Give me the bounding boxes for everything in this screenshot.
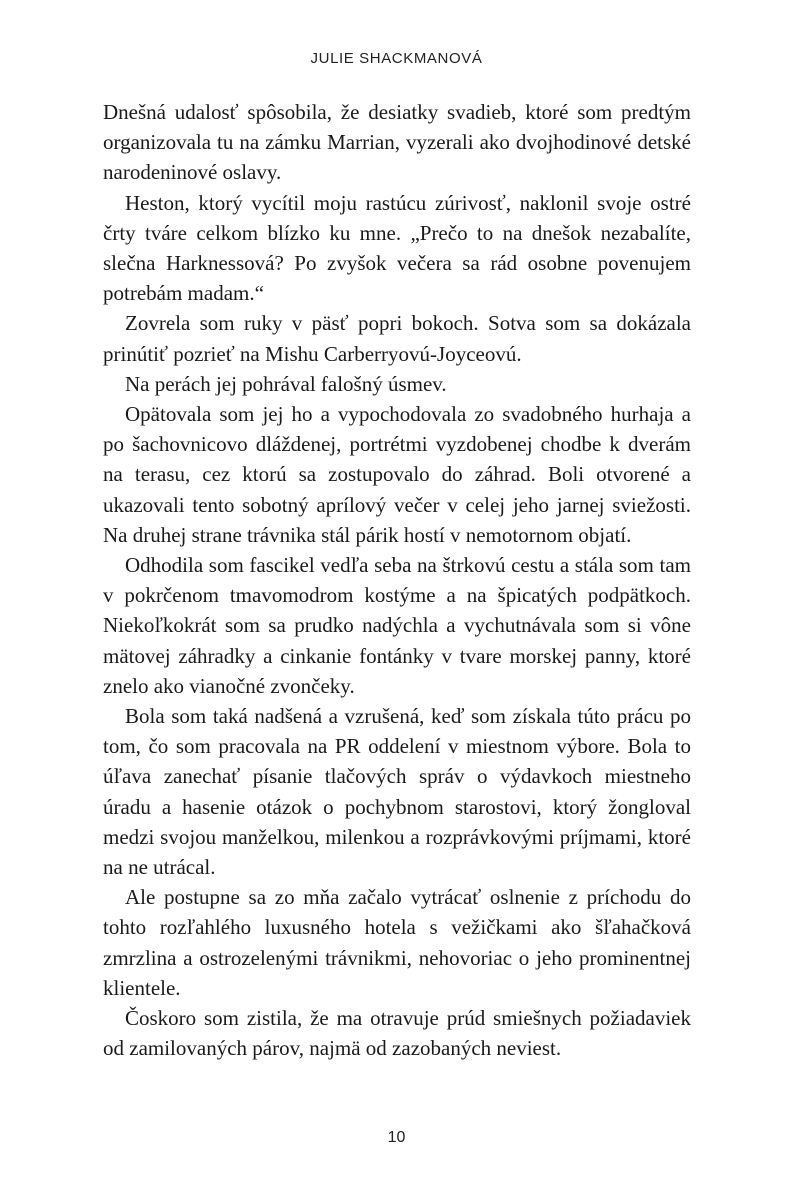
- paragraph: Na perách jej pohrával falošný úsmev.: [125, 371, 447, 396]
- page-number: 10: [387, 1129, 406, 1146]
- paragraph: Heston, ktorý vycítil moju rastúcu zúrivosť, naklonil svoje ostré črty tváre celkom blízko ku mne. „Prečo to na dnešok nezabalíte, slečna Harknessová? Po zvyšok večera sa rád osobne povenujem potrebám madam.“: [103, 190, 691, 306]
- paragraph: Ale postupne sa zo mňa začalo vytrácať oslnenie z príchodu do tohto rozľahlého luxusného hotela s vežičkami ako šľahačková zmrzlina a ostrozelenými trávnikmi, nehovoriac o jeho prominentnej klientele.: [103, 885, 691, 1000]
- running-head: JULIE SHACKMANOVÁ: [310, 50, 483, 67]
- paragraph: Opätovala som jej ho a vypochodovala zo svadobného hurhaja a po šachovnicovo dláždenej, portrétmi vyzdobenej chodbe k dverám na terasu, cez ktorú sa zostupovalo do záhrad. Boli otvorené a ukazovali tento sobotný aprílový večer v celej jeho jarnej sviežosti. Na druhej strane trávnika stál párik hostí v nemotornom objatí.: [103, 402, 691, 547]
- body-text: [103, 97, 691, 1064]
- paragraph: Čoskoro som zistila, že ma otravuje prúd smiešnych požiadaviek od zamilovaných párov, najmä od zazobaných neviest.: [103, 1006, 691, 1061]
- paragraph: Zovrela som ruky v päsť popri bokoch. Sotva som sa dokázala prinútiť pozrieť na Mishu Carberryovú-Joyceovú.: [103, 311, 691, 366]
- paragraph: Dnešná udalosť spôsobila, že desiatky svadieb, ktoré som predtým organizovala tu na zámku Marrian, vyzerali ako dvojhodinové detské narodeninové oslavy.: [103, 100, 691, 185]
- paragraph: Bola som taká nadšená a vzrušená, keď som získala túto prácu po tom, čo som pracovala na PR oddelení v miestnom výbore. Bola to úľava zanechať písanie tlačových správ o výdavkoch miestneho úradu a hasenie otázok o pochybnom starostovi, ktorý žongloval medzi svojou manželkou, milenkou a rozprávkovými príjmami, ktoré na ne utrácal.: [103, 704, 691, 880]
- paragraph: Odhodila som fascikel vedľa seba na štrkovú cestu a stála som tam v pokrčenom tmavomodrom kostýme a na špicatých podpätkoch. Niekoľkokrát som sa prudko nadýchla a vychutnávala som si vône mätovej záhradky a cinkanie fontánky v tvare morskej panny, ktoré znelo ako vianočné zvončeky.: [103, 553, 691, 698]
